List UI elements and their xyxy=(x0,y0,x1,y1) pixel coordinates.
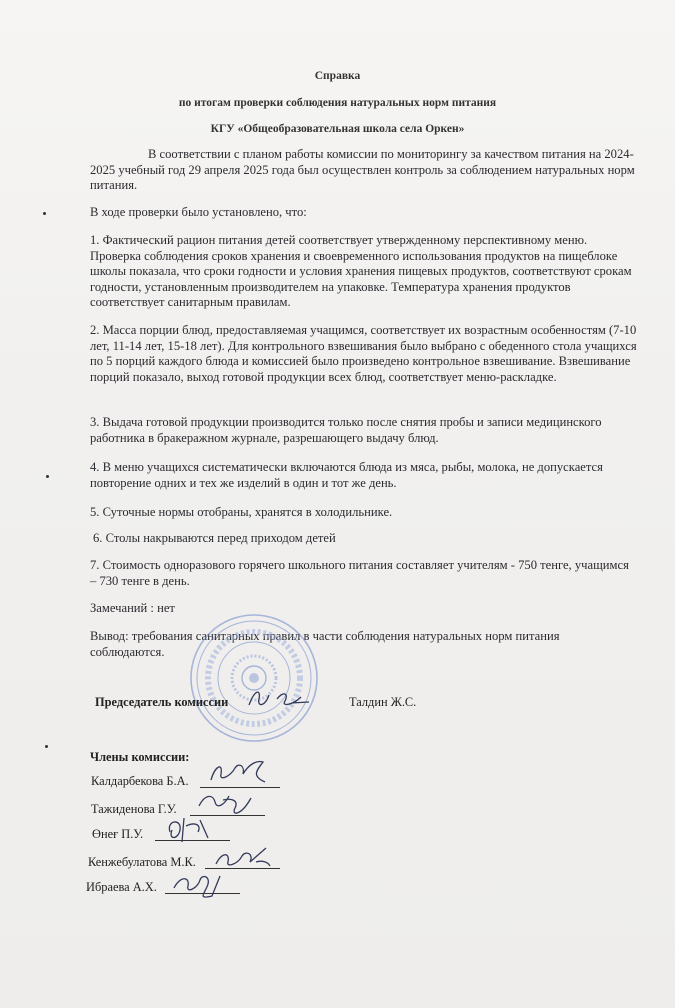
scan-speck xyxy=(46,475,49,478)
finding-item-5: 5. Суточные нормы отобраны, хранятся в холодильнике. xyxy=(90,505,393,519)
finding-item-6: 6. Столы накрываются перед приходом детей xyxy=(93,531,336,545)
lead-paragraph: В ходе проверки было установлено, что: xyxy=(90,205,307,219)
member-name-4: Кенжебулатова М.К. xyxy=(88,855,196,869)
intro-paragraph: В соответствии с планом работы комиссии по мониторингу за качеством питания на 2024-2025 учебный год 29 апреля 2025 года был осуществлен контроль за соблюдением натуральных норм питания. xyxy=(90,147,635,192)
conclusion-paragraph: Вывод: требования санитарных правил в части соблюдения натуральных норм питания соблюдаются. xyxy=(90,629,560,659)
finding-item-2: 2. Масса порции блюд, предоставляемая учащимся, соответствует их возрастным особенностям (7-10 лет, 11-14 лет, 15-18 лет). Для контрольного взвешивания было выбрано с обеденного стола учащихся по 5 порций каждого блюда и комиссией было произведено контрольное взвешивание. Взвешивание порций показало, выход готовой продукции всех блюд, соответствует меню-раскладке. xyxy=(90,323,637,384)
official-stamp-seal xyxy=(188,612,320,744)
chairman-name: Талдин Ж.С. xyxy=(349,695,417,709)
member-signature-icon xyxy=(205,756,275,788)
members-label: Члены комиссии: xyxy=(90,750,190,764)
member-name-2: Тажиденова Г.У. xyxy=(91,802,177,816)
chairman-signature-icon xyxy=(245,685,315,713)
doc-subtitle: по итогам проверки соблюдения натуральных норм питания xyxy=(178,97,497,109)
member-name-5: Ибраева А.Х. xyxy=(86,880,157,894)
doc-organization: КГУ «Общеобразовательная школа села Оркен» xyxy=(210,123,465,135)
member-name-3: Өнеғ П.У. xyxy=(92,827,144,841)
scan-speck xyxy=(45,745,48,748)
finding-item-7: 7. Стоимость одноразового горячего школьного питания составляет учителям - 750 тенге, учащимся – 730 тенге в день. xyxy=(90,558,629,588)
member-signature-icon xyxy=(170,866,230,902)
member-signature-icon xyxy=(160,812,220,846)
finding-item-1: 1. Фактический рацион питания детей соответствует утвержденному перспективному меню. Проверка соблюдения сроков хранения и своевременного использования продуктов на пищеблоке школы показала, что сроки годности и условия хранения пищевых продуктов, соответствуют срокам годности, установленным производителем на упаковке. Температура хранения продуктов соответствует санитарным правилам. xyxy=(90,233,632,309)
chairman-label: Председатель комиссии xyxy=(95,695,229,709)
finding-item-3: 3. Выдача готовой продукции производится только после снятия пробы и записи медицинского работника в бракеражном журнале, разрешающего выдачу блюд. xyxy=(90,415,602,445)
member-name-1: Калдарбекова Б.А. xyxy=(91,774,189,788)
finding-item-4: 4. В меню учащихся систематически включаются блюда из мяса, рыбы, молока, не допускается повторение одних и тех же изделий в один и тот же день. xyxy=(90,460,603,490)
doc-title: Справка xyxy=(314,70,361,82)
scan-speck xyxy=(43,212,46,215)
remarks-line: Замечаний : нет xyxy=(90,601,175,615)
